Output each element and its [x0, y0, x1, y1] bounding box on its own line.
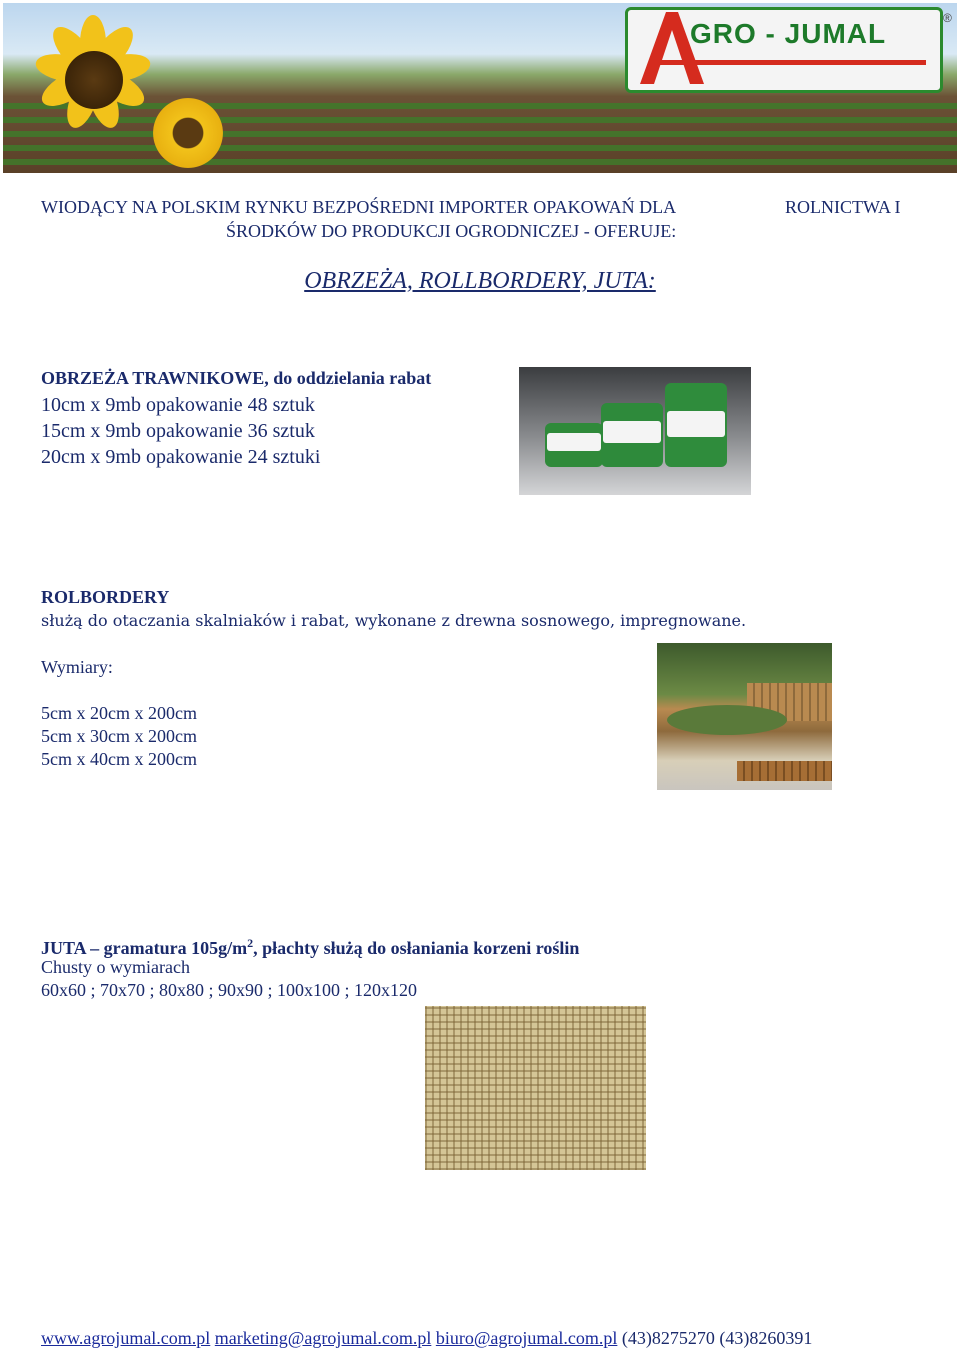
intro-line-1-end: ROLNICTWA I [785, 197, 901, 217]
phone-numbers: (43)8275270 (43)8260391 [621, 1328, 813, 1348]
juta-heading: JUTA – gramatura $105g/m^2$, płachty służą do osłaniania korzeni roślin [41, 936, 580, 958]
jute-fabric-image [425, 1006, 646, 1170]
dimensions-label: Wymiary: [41, 657, 113, 677]
intro-line-1: WIODĄCY NA POLSKIM RYNKU BEZPOŚREDNI IMPORTER OPAKOWAŃ DLA [41, 197, 677, 217]
page-title: OBRZEŻA, ROLLBORDERY, JUTA: [304, 268, 656, 294]
rolbordery-item: 5cm x 30cm x 200cm [41, 726, 197, 746]
rolbordery-heading: ROLBORDERY [41, 587, 170, 607]
obrzeza-item: 10cm x 9mb opakowanie 48 sztuk [41, 394, 315, 416]
company-logo: GRO - JUMAL [625, 7, 943, 93]
header-banner [3, 3, 957, 173]
office-email-link[interactable]: biuro@agrojumal.com.pl [435, 1328, 618, 1348]
rolbordery-item: 5cm x 40cm x 200cm [41, 749, 197, 769]
wooden-border-garden-image [657, 643, 832, 790]
marketing-email-link[interactable]: marketing@agrojumal.com.pl [214, 1328, 432, 1348]
lawn-edging-product-image [519, 367, 751, 495]
rolbordery-description: służą do otaczania skalniaków i rabat, wykonane z drewna sosnowego, impregnowane. [41, 611, 747, 630]
juta-sizes: 60x60 ; 70x70 ; 80x80 ; 90x90 ; 100x100 ; 120x120 [41, 980, 418, 1000]
obrzeza-heading: OBRZEŻA TRAWNIKOWE, do oddzielania rabat [41, 368, 432, 388]
website-link[interactable]: www.agrojumal.com.pl [41, 1328, 211, 1348]
intro-line-2: ŚRODKÓW DO PRODUKCJI OGRODNICZEJ - OFERUJE: [226, 221, 677, 241]
footer-contacts [41, 1327, 812, 1349]
registered-mark: ® [943, 11, 952, 25]
rolbordery-item: 5cm x 20cm x 200cm [41, 703, 197, 723]
juta-sizes-label: Chusty o wymiarach [41, 957, 190, 977]
obrzeza-item: 15cm x 9mb opakowanie 36 sztuk [41, 420, 315, 442]
obrzeza-item: 20cm x 9mb opakowanie 24 sztuki [41, 446, 321, 468]
